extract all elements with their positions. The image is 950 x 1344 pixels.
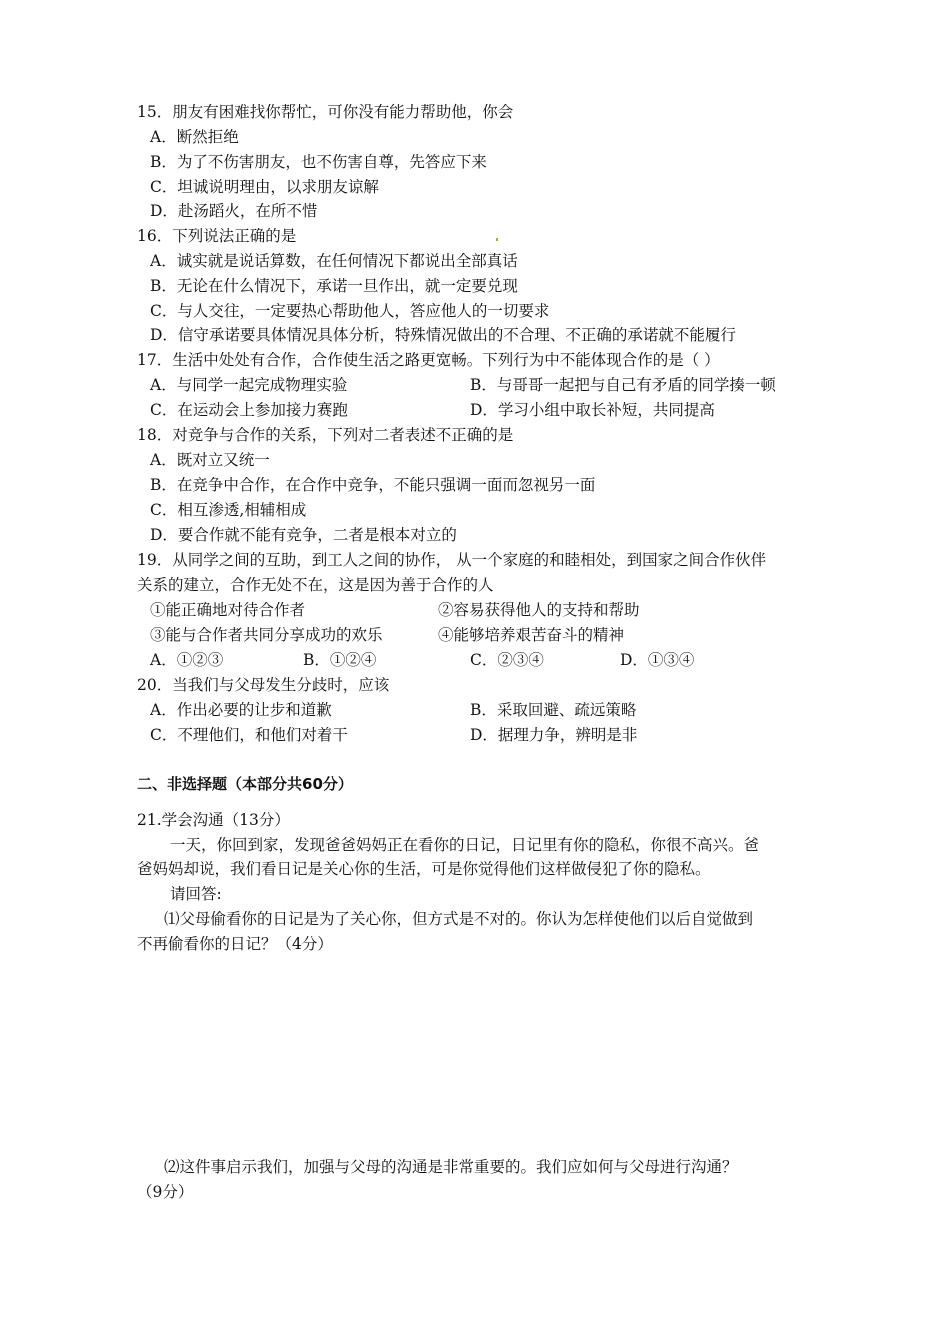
q21-paragraph-line2: 爸妈妈却说，我们看日记是关心你的生活，可是你觉得他们这样做侵犯了你的隐私。 [137, 860, 711, 878]
q17-stem: 17．生活中处处有合作，合作使生活之路更宽畅。下列行为中不能体现合作的是（ ） [137, 351, 720, 369]
q16-stem: 16．下列说法正确的是 [137, 227, 297, 245]
q15-option-c: C．坦诚说明理由，以求朋友谅解 [150, 178, 379, 196]
q19-option-b: B．①②④ [303, 651, 377, 669]
q17-option-b: B．与哥哥一起把与自己有矛盾的同学揍一顿 [470, 376, 776, 394]
q16-option-a: A．诚实就是说话算数，在任何情况下都说出全部真话 [150, 252, 518, 270]
q15-option-b: B．为了不伤害朋友，也不伤害自尊，先答应下来 [150, 153, 487, 171]
q19-statement-1: ①能正确地对待合作者 [150, 601, 306, 619]
q19-statement-3: ③能与合作者共同分享成功的欢乐 [150, 626, 383, 644]
q17-option-d: D．学习小组中取长补短，共同提高 [470, 401, 715, 419]
q21-title: 21.学会沟通（13分） [137, 811, 290, 829]
q20-option-c: C．不理他们，和他们对着干 [150, 726, 348, 744]
q17-option-a: A．与同学一起完成物理实验 [150, 376, 348, 394]
q19-option-a: A．①②③ [150, 651, 224, 669]
q20-option-b: B．采取回避、疏远策略 [470, 701, 637, 719]
q17-option-c: C．在运动会上参加接力赛跑 [150, 401, 348, 419]
q18-option-a: A．既对立又统一 [150, 451, 270, 469]
q21-paragraph-line1: 一天，你回到家，发现爸爸妈妈正在看你的日记，日记里有你的隐私，你很不高兴。爸 [170, 836, 760, 854]
q16-option-c: C．与人交往，一定要热心帮助他人，答应他人的一切要求 [150, 302, 550, 320]
q15-option-d: D．赴汤蹈火，在所不惜 [150, 202, 318, 220]
q20-stem: 20．当我们与父母发生分歧时，应该 [137, 676, 390, 694]
q18-stem: 18．对竞争与合作的关系，下列对二者表述不正确的是 [137, 426, 514, 444]
q18-option-c: C．相互渗透,相辅相成 [150, 501, 307, 519]
q16-option-b: B．无论在什么情况下，承诺一旦作出，就一定要兑现 [150, 277, 518, 295]
q18-option-d: D．要合作就不能有竞争，二者是根本对立的 [150, 526, 457, 544]
q21-sub1-line1: ⑴父母偷看你的日记是为了关心你，但方式是不对的。你认为怎样使他们以后自觉做到 [164, 910, 754, 928]
q19-option-c: C．②③④ [470, 651, 544, 669]
q21-prompt: 请回答: [170, 885, 222, 903]
q15-option-a: A．断然拒绝 [150, 128, 239, 146]
q20-option-a: A．作出必要的让步和道歉 [150, 701, 332, 719]
q19-option-d: D．①③④ [620, 651, 695, 669]
q21-sub2-line1: ⑵这件事启示我们，加强与父母的沟通是非常重要的。我们应如何与父母进行沟通？ [164, 1158, 738, 1176]
q21-sub2-line2: （9分） [137, 1183, 194, 1201]
q18-option-b: B．在竞争中合作，在合作中竞争，不能只强调一面而忽视另一面 [150, 476, 596, 494]
q19-stem-line2: 关系的建立，合作无处不在，这是因为善于合作的人 [137, 576, 494, 594]
stray-mark [496, 238, 498, 241]
q19-statement-4: ④能够培养艰苦奋斗的精神 [438, 626, 625, 644]
q21-sub1-line2: 不再偷看你的日记？（4分） [137, 935, 333, 953]
q16-option-d: D．信守承诺要具体情况具体分析，特殊情况做出的不合理、不正确的承诺就不能履行 [150, 326, 736, 344]
q19-statement-2: ②容易获得他人的支持和帮助 [438, 601, 640, 619]
q19-stem-line1: 19．从同学之间的互助，到工人之间的协作， 从一个家庭的和睦相处，到国家之间合作伙伴 [137, 551, 767, 569]
q20-option-d: D．据理力争，辨明是非 [470, 726, 638, 744]
section-2-heading: 二、非选择题（本部分共60分） [137, 775, 353, 793]
q15-stem: 15．朋友有困难找你帮忙，可你没有能力帮助他，你会 [137, 103, 514, 121]
